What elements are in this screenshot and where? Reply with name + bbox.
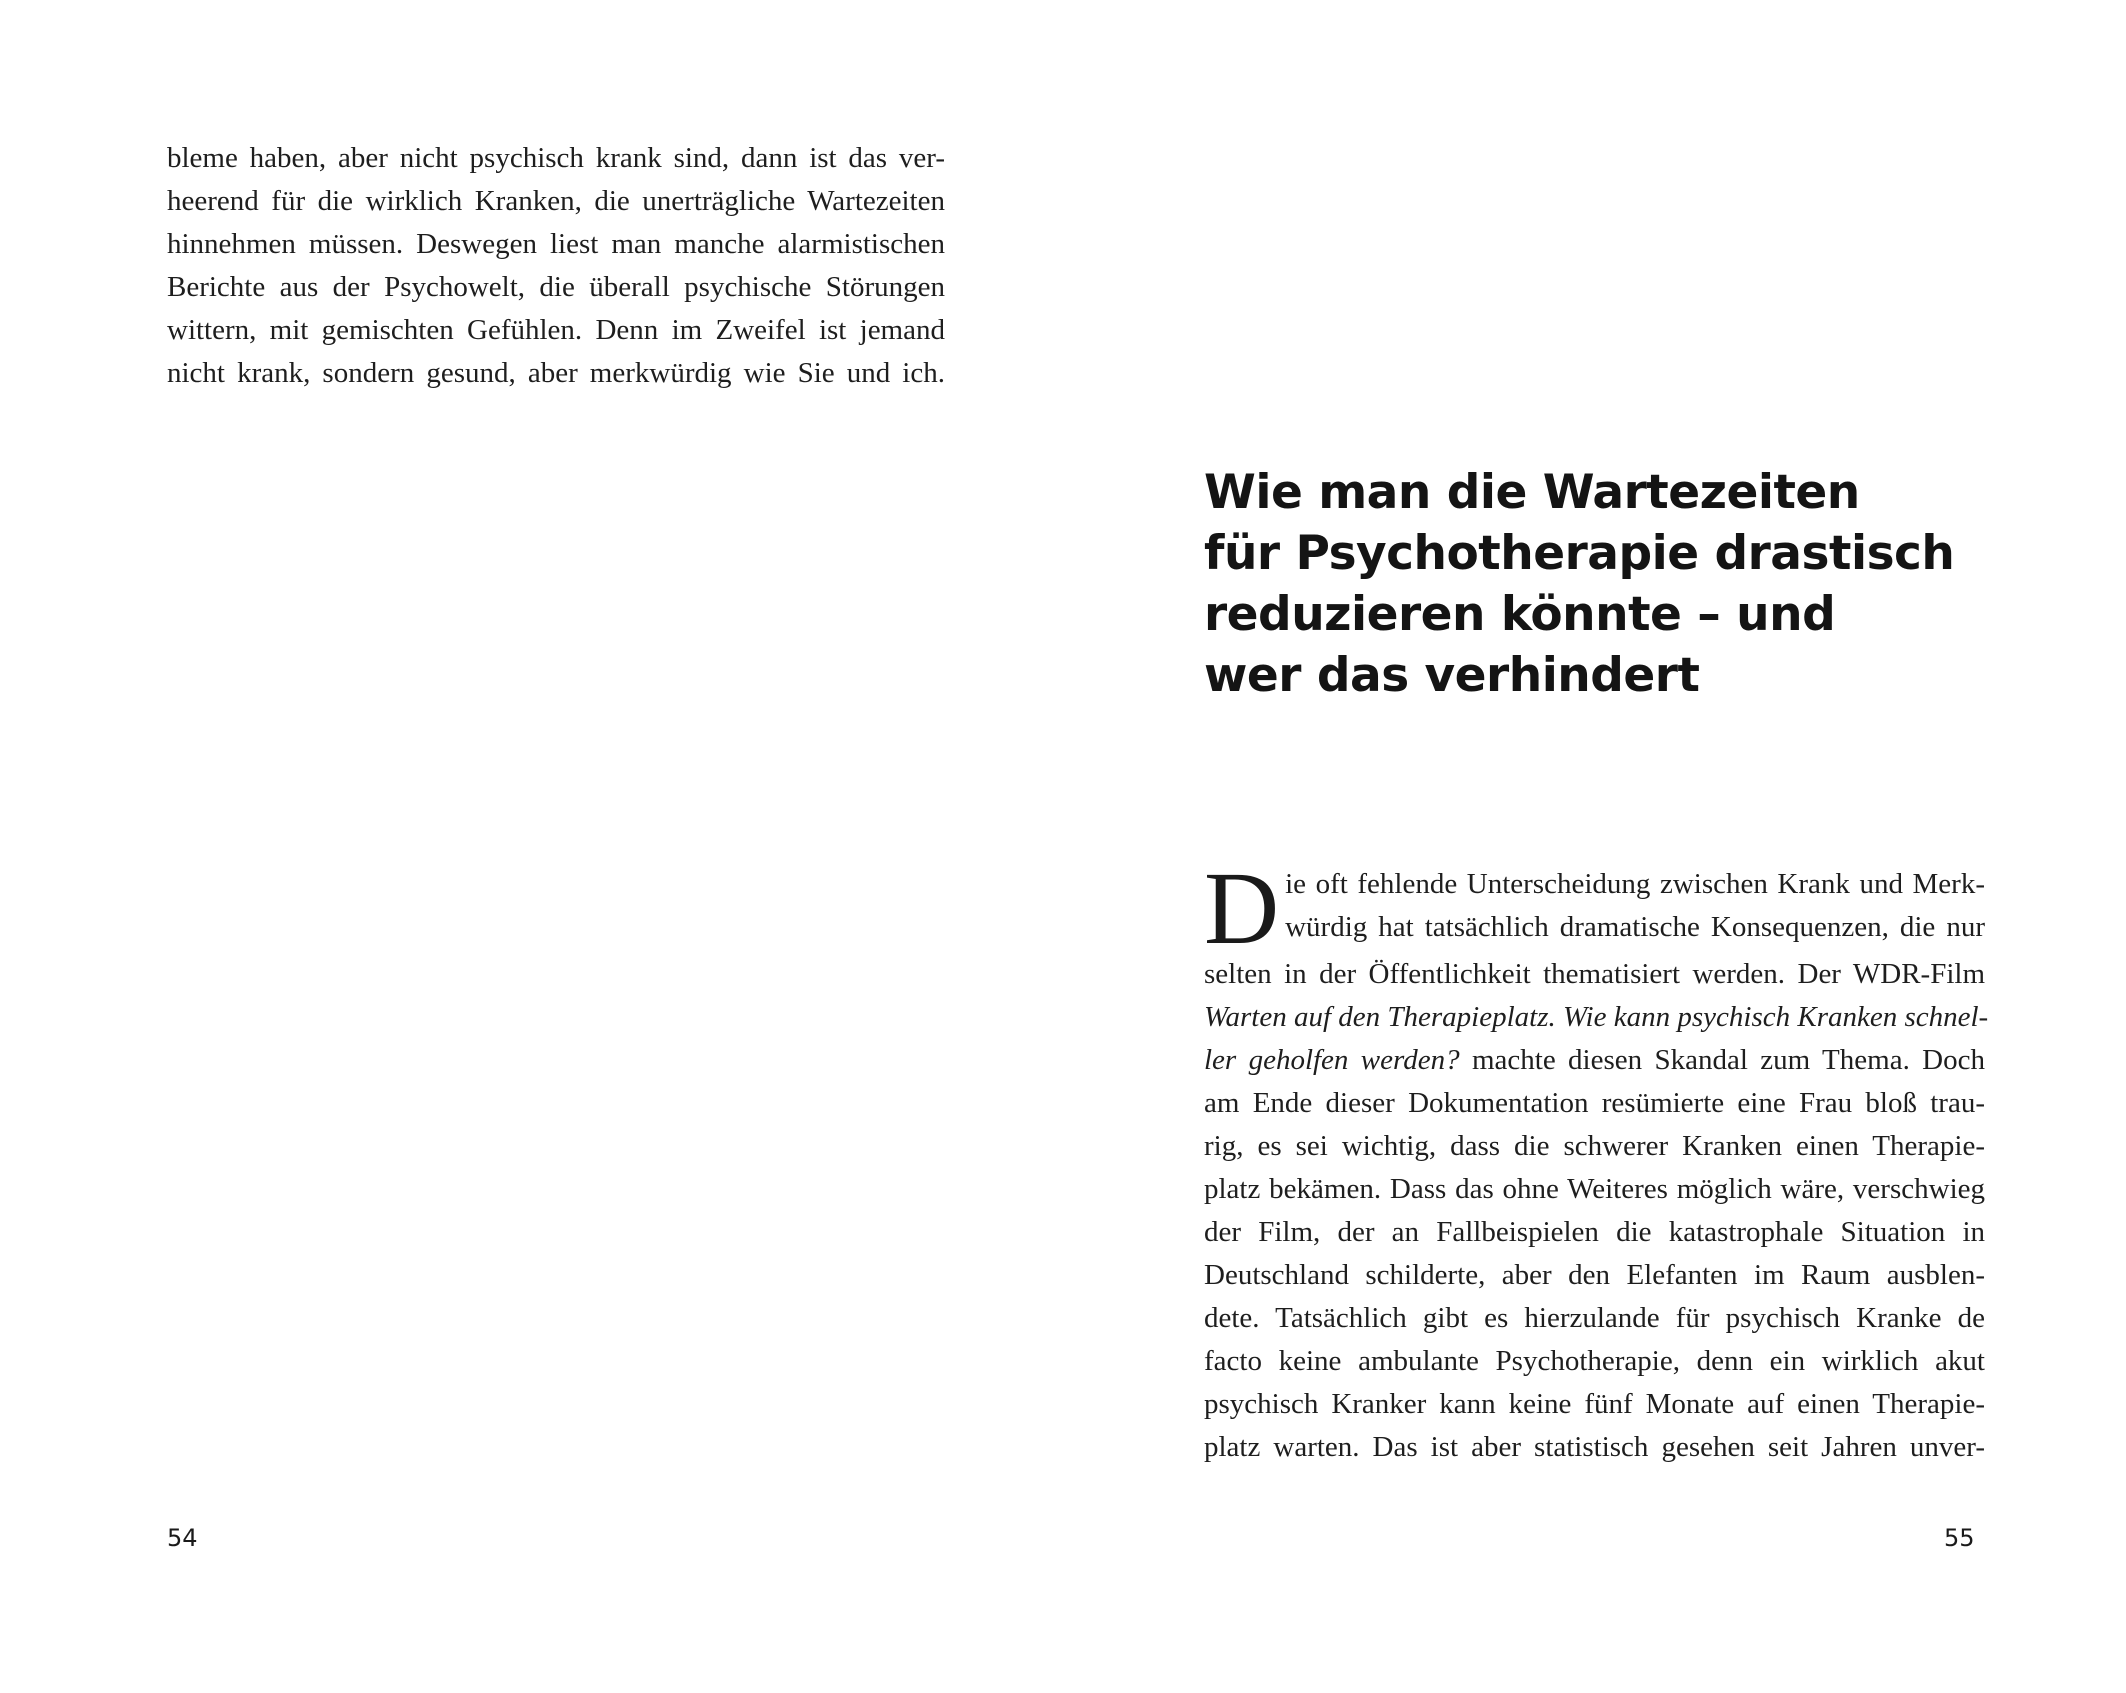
drop-cap: D (1204, 851, 1280, 966)
film-title-end: ler geholfen werden? (1204, 1044, 1460, 1076)
heading-line: Wie man die Wartezeiten (1204, 465, 1860, 520)
text-line: rig, es sei wichtig, dass die schwerer Kranken einen Therapie- (1204, 1130, 1985, 1162)
text-line: hinnehmen müssen. Deswegen liest man manche alarmistischen (167, 228, 945, 260)
text-line (1204, 1039, 1985, 1082)
page-number-left: 54 (167, 1524, 198, 1552)
text-line: am Ende dieser Dokumentation resümierte eine Frau bloß trau- (1204, 1087, 1985, 1119)
film-title-line: Warten auf den Therapieplatz. Wie kann psychisch Kranken schnel- (1204, 1001, 1989, 1033)
text-line: ie oft fehlende Unterscheidung zwischen Krank und Merk- (1285, 868, 1985, 900)
heading-line: wer das verhindert (1204, 648, 1700, 703)
heading-line: reduzieren könnte – und (1204, 587, 1836, 642)
text-line: facto keine ambulante Psychotherapie, denn ein wirklich akut (1204, 1345, 1985, 1377)
text-line: selten in der Öffentlichkeit thematisiert werden. Der WDR-Film (1204, 958, 1985, 990)
text-line: würdig hat tatsächlich dramatische Konsequenzen, die nur (1285, 911, 1985, 943)
left-page-body (167, 137, 945, 395)
text-line: wittern, mit gemischten Gefühlen. Denn im Zweifel ist jemand (167, 314, 945, 346)
text-line: platz bekämen. Dass das ohne Weiteres möglich wäre, verschwieg (1204, 1173, 1985, 1205)
text-line: psychisch Kranker kann keine fünf Monate auf einen Therapie- (1204, 1388, 1985, 1420)
right-page (1063, 0, 2126, 1693)
page-number-right: 55 (1944, 1524, 1975, 1552)
text-segment: machte diesen Skandal zum Thema. Doch (1459, 1044, 1985, 1076)
text-line: Berichte aus der Psychowelt, die überall psychische Störungen (167, 271, 945, 303)
chapter-heading (1204, 462, 2024, 706)
text-line: Deutschland schilderte, aber den Elefanten im Raum ausblen- (1204, 1259, 1985, 1291)
text-line: der Film, der an Fallbeispielen die katastrophale Situation in (1204, 1216, 1985, 1248)
text-line: nicht krank, sondern gesund, aber merkwürdig wie Sie und ich. (167, 357, 945, 389)
right-page-body (1204, 851, 1989, 1469)
text-line: dete. Tatsächlich gibt es hierzulande für psychisch Kranke de (1204, 1302, 1985, 1334)
text-line: platz warten. Das ist aber statistisch gesehen seit Jahren unver- (1204, 1431, 1985, 1463)
text-line: heerend für die wirklich Kranken, die unerträgliche Wartezeiten (167, 185, 945, 217)
heading-line: für Psychotherapie drastisch (1204, 526, 1955, 581)
text-line: bleme haben, aber nicht psychisch krank sind, dann ist das ver- (167, 142, 945, 174)
